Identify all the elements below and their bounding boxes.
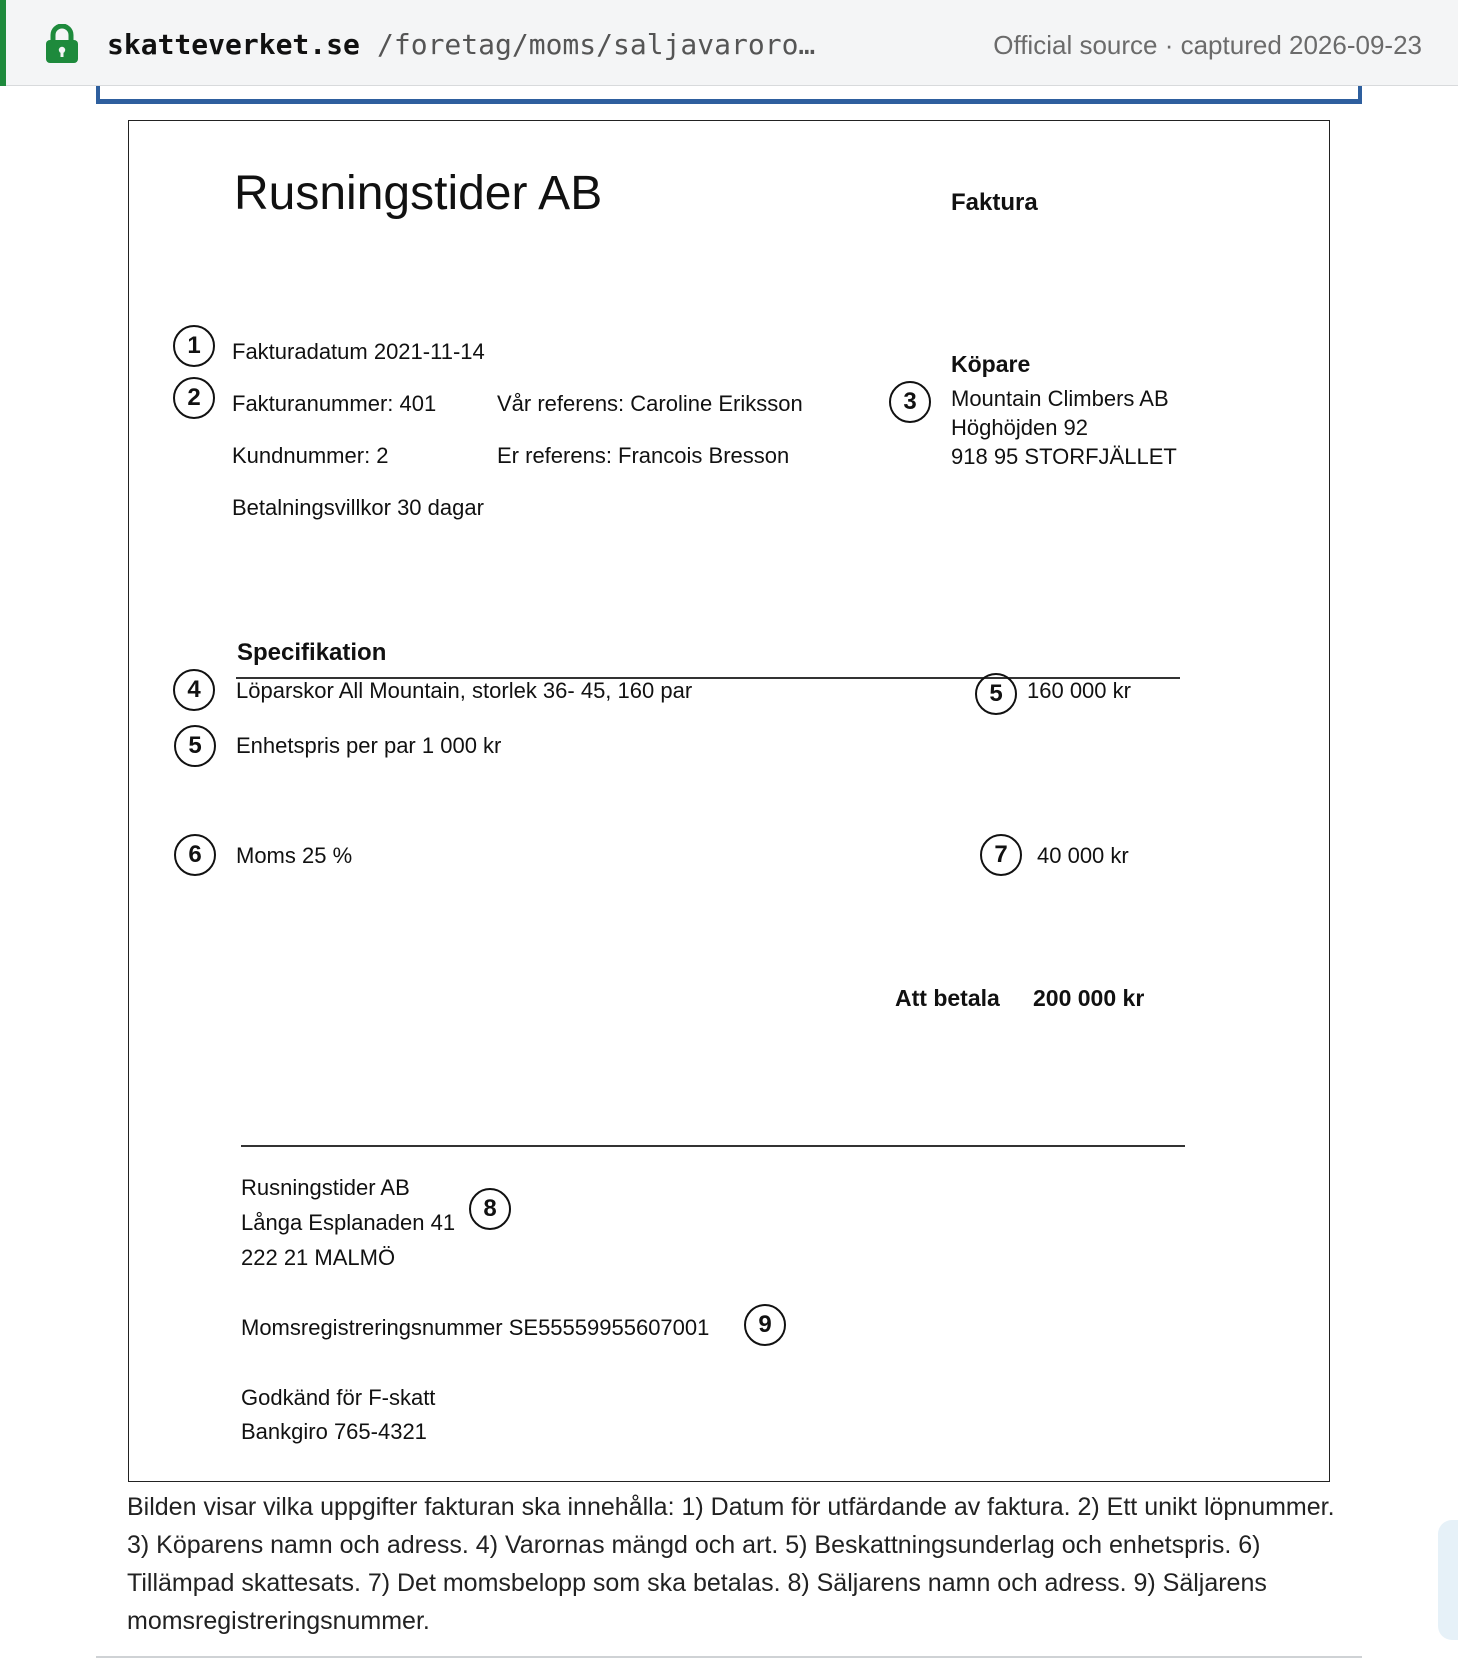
badge-3: 3 — [889, 381, 931, 423]
footer-line-1: Godkänd för F-skatt — [241, 1385, 436, 1410]
invoice-date: Fakturadatum 2021-11-14 — [232, 339, 485, 364]
invoice-image — [128, 120, 1330, 1482]
your-reference: Er referens: Francois Bresson — [497, 443, 790, 468]
vat-registration: Momsregistreringsnummer SE55559955607001 — [241, 1315, 710, 1340]
badge-5a: 5 — [975, 673, 1017, 715]
payment-terms: Betalningsvillkor 30 dagar — [232, 495, 484, 520]
lock-icon — [44, 24, 80, 64]
footer-divider — [241, 1145, 1185, 1147]
customer-number: Kundnummer: 2 — [232, 443, 389, 468]
badge-2: 2 — [173, 377, 215, 419]
unit-price: Enhetspris per par 1 000 kr — [236, 733, 502, 758]
vat-rate: Moms 25 % — [236, 843, 353, 868]
spec-heading: Specifikation — [237, 639, 387, 666]
our-reference: Vår referens: Caroline Eriksson — [497, 391, 803, 416]
invoice-number: Fakturanummer: 401 — [232, 391, 437, 416]
buyer-line-3: 918 95 STORFJÄLLET — [951, 444, 1177, 469]
invoice-company-name: Rusningstider AB — [234, 167, 603, 220]
badge-9: 9 — [744, 1304, 786, 1346]
url-domain[interactable]: skatteverket.se — [107, 28, 360, 61]
seller-line-1: Rusningstider AB — [241, 1175, 410, 1200]
badge-7: 7 — [980, 834, 1022, 876]
badge-8: 8 — [469, 1188, 511, 1230]
seller-line-2: Långa Esplanaden 41 — [241, 1210, 456, 1235]
seller-line-3: 222 21 MALMÖ — [241, 1245, 396, 1270]
item-line: Löparskor All Mountain, storlek 36- 45, 160 par — [236, 678, 693, 703]
url-path[interactable]: /foretag/moms/saljavaroro… — [377, 28, 816, 61]
badge-1: 1 — [173, 325, 215, 367]
badge-6: 6 — [174, 834, 216, 876]
badge-4: 4 — [173, 669, 215, 711]
figure-frame — [96, 86, 1362, 104]
source-meta: Official source · captured 2026-09-23 — [993, 30, 1422, 60]
figure-caption: Bilden visar vilka uppgifter fakturan ska innehålla: 1) Datum för utfärdande av faktura. 2) Ett unikt löpnummer. 3) Köparens namn och adress. 4) Varornas mängd och art. 5) Beskattningsunderlag och enhetspris. 6) Tillämpad skattesats. 7) Det momsbelopp som ska betalas. 8) Säljarens namn och adress. 9) Säljarens momsregistreringsnummer. — [127, 1493, 1335, 1635]
total-label: Att betala — [895, 985, 1000, 1011]
footer-line-2: Bankgiro 765-4321 — [241, 1419, 427, 1444]
total-value: 200 000 kr — [1033, 985, 1145, 1011]
vat-amount: 40 000 kr — [1037, 843, 1129, 868]
badge-5b: 5 — [174, 725, 216, 767]
address-bar-accent — [0, 0, 6, 86]
invoice-doc-type: Faktura — [951, 189, 1038, 216]
buyer-line-1: Mountain Climbers AB — [951, 386, 1169, 411]
address-bar — [0, 0, 1458, 86]
side-feedback-tab[interactable] — [1438, 1520, 1458, 1640]
item-amount: 160 000 kr — [1027, 678, 1131, 703]
buyer-heading: Köpare — [951, 351, 1031, 377]
content-divider — [96, 1656, 1362, 1658]
buyer-line-2: Höghöjden 92 — [951, 415, 1089, 440]
